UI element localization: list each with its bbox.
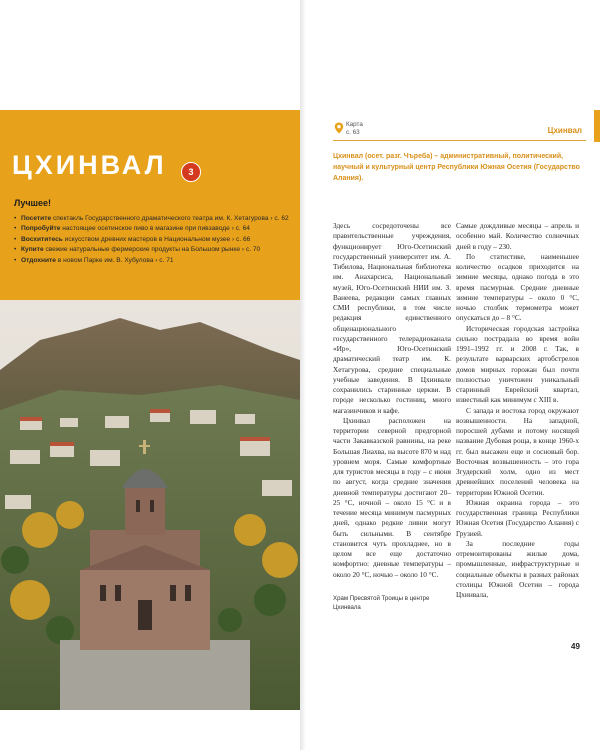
map-page-ref: с. 63 xyxy=(346,129,360,136)
paragraph: Самые дождливые месяцы – апрель и особенно май. Количество солнечных дней в году – 230. xyxy=(456,221,579,251)
paragraph: Здесь сосредоточены все правительственные учреждения, функционирует Юго-Осетинский государственный университет им. А. Тибилова, Национальная библиотека им. Анахарсиса, Национальный музей, Юго-Осетинский НИИ им. З. Ванеева, редакции самых главных СМИ республики, в том числе редакция единственного общенационального государственного телерадиоканала «Ир», Юго-Осетинский драматический театр им. К. Хетагурова, средние специальные учебные заведения. В Цхинвале сохранились старинные церкви. В городе несколько гостиниц, много магазинчиков и кафе. xyxy=(333,221,451,415)
header-rule xyxy=(333,140,586,141)
paragraph: За последние годы отремонтированы жилые дома, промышленные, инфраструктурные и социальные объекты в разных районах столицы Южной Осетии – города Цхинвала, xyxy=(456,538,579,599)
intro-paragraph: Цхинвал (осет. разг. Чъреба) – административный, политический, научный и культурный центр Республики Южная Осетия (Государство Алания). xyxy=(333,153,580,182)
city-photo xyxy=(0,300,300,710)
paragraph: С запада и востока город окружают возвышенности. На западной, поросшей дубами и потому носящей название Дубовая роща, в конце 1960-х гг. был высажен еще и сосновый бор. Восточная возвышенность – это гора Згудерский холм, одно из мест древнейших поселений человека на территории Южной Осетии. xyxy=(456,405,579,497)
map-reference xyxy=(346,121,363,137)
paragraph: Южная окраина города – это государственная граница Республики Южная Осетия (Государство Алания) с Грузией. xyxy=(456,497,579,538)
best-list xyxy=(14,214,292,266)
paragraph: По статистике, наименьшее количество осадков приходится на зимние месяцы, однако погода в это время пасмурная. Средние дневные зимние температуры – около 0 °С, ночью столбик термометра может опускаться до – 8 °С. xyxy=(456,251,579,323)
city-title: ЦХИНВАЛ xyxy=(12,150,167,180)
text-column-1 xyxy=(333,221,451,580)
page-number: 49 xyxy=(571,642,580,651)
running-head: Цхинвал xyxy=(547,126,582,135)
paragraph: Цхинвал расположен на территории северной предгорной части Закавказской равнины, на реке Большая Лиахва, на высоте 870 м над уровнем моря. Самые комфортные для туристов месяцы в году – с июня по август, когда средние значения дневной температуры достигают 20–25 °С, ночной – около 15 °С и в течение месяца минимум пасмурных дней, однако редкие ливни могут быть сильными. В сентябре становится чуть прохладнее, но в целом все еще достаточно комфортно: дневные температуры – около 20 °С, ночью – около 10 °С. xyxy=(333,415,451,579)
text-column-2 xyxy=(456,221,579,600)
best-item: • Попробуйте настоящее осетинское пиво в магазине при пивзаводе › с. 64 xyxy=(14,224,292,234)
best-item: • Купите свежие натуральные фермерские продукты на Большом рынке › с. 70 xyxy=(14,245,292,255)
best-item: • Отдохните в новом Парке им. В. Хубулова › с. 71 xyxy=(14,256,292,266)
best-item: • Посетите спектакль Государственного драматического театра им. К. Хетагурова › с. 62 xyxy=(14,214,292,224)
photo-caption: Храм Пресвятой Троицы в центре Цхинвала xyxy=(333,595,430,611)
map-label: Карта xyxy=(346,121,363,128)
star-badge-icon: 3 xyxy=(181,162,201,182)
best-item: • Восхититесь искусством древних мастеров в Национальном музее › с. 66 xyxy=(14,235,292,245)
best-heading: Лучшее! xyxy=(14,198,52,208)
paragraph: Историческая городская застройка сильно пострадала во время войн 1991–1992 гг. и 2008 г. Так, в результате варварских артобстрелов домов мирных горожан был почти полностью уничтожен уникальный старинный Еврейский квартал, известный как минимум с XIII в. xyxy=(456,323,579,405)
section-edge-tab xyxy=(594,110,600,142)
page-gutter xyxy=(300,0,306,750)
map-pin-icon xyxy=(334,122,344,134)
